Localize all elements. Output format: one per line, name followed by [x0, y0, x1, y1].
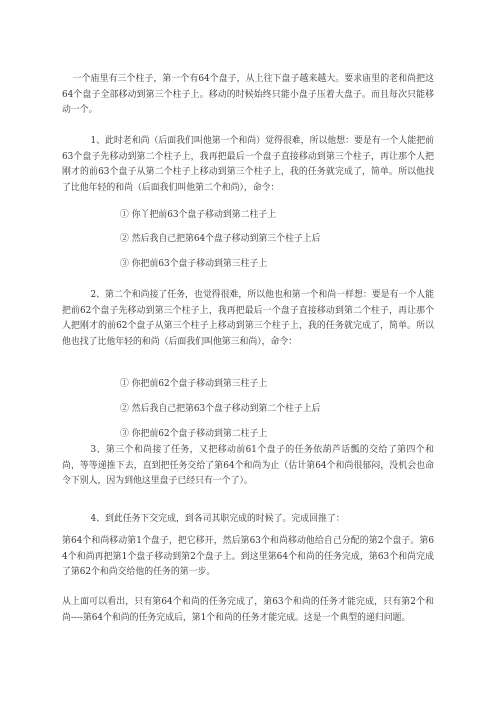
recursion-paragraph: 第64个和尚移动第1个盘子，把它移开，然后第63个和尚移动他给自己分配的第2个盘子。第64个和尚再把第1个盘子移动到第2个盘子上。到这里第64个和尚的任务完成，第63个和尚完成了第62个和尚交给他的任务的第一步。 [62, 536, 434, 577]
list1-item-2: ② 然后我自己把第64个盘子移动到第三个柱子上后 [120, 234, 321, 244]
intro-paragraph: 一个庙里有三个柱子，第一个有64个盘子，从上往下盘子越来越大。要求庙里的老和尚把这64个盘子全部移动到第三个柱子上。移动的时候始终只能小盘子压着大盘子。而且每次只能移动一个。 [62, 74, 434, 115]
step-3-paragraph: 3、第三个和尚接了任务，又把移动前61个盘子的任务依葫芦话瓢的交给了第四个和尚，等等递推下去，直到把任务交给了第64个和尚为止（估计第64个和尚很郁闷，没机会也命令下别人，因为到他这里盘子已经只有一个了）。 [62, 445, 434, 486]
conclusion-paragraph: 从上面可以看出，只有第64个和尚的任务完成了，第63个和尚的任务才能完成，只有第2个和尚----第64个和尚的任务完成后，第1个和尚的任务才能完成。这是一个典型的递归问题。 [62, 597, 434, 623]
step-2-paragraph: 2、第二个和尚接了任务，也觉得很难，所以他也和第一个和尚一样想：要是有一个人能把前62个盘子先移动到第三个柱子上，我再把最后一个盘子直接移动到第二个柱子，再让那个人把刚才的前62个盘子从第三个柱子上移动到第三个柱子上，我的任务就完成了，简单。所以他也找了比他年轻的和尚（后面我们叫他第三和尚），命令： [62, 290, 434, 347]
step-1-paragraph: 1、此时老和尚（后面我们叫他第一个和尚）觉得很难，所以他想：要是有一个人能把前63个盘子先移动到第二个柱子上，我再把最后一个盘子直接移动到第三个柱子，再让那个人把刚才的前63个盘子从第二个柱子上移动到第三个柱子上，我的任务就完成了，简单。所以他找了比他年轻的和尚（后面我们叫他第二个和尚），命令： [62, 136, 434, 193]
list1-item-1: ① 你丫把前63个盘子移动到第二柱子上 [120, 210, 277, 220]
list2-item-3: ③ 你把前62个盘子移动到第二柱子上 [120, 429, 268, 439]
list2-item-1: ① 你把前62个盘子移动到第三柱子上 [120, 379, 268, 389]
list2-item-2: ② 然后我自己把第63个盘子移动到第二个柱子上后 [120, 404, 321, 414]
step-4-paragraph: 4、到此任务下交完成，到各司其职完成的时候了。完成回推了： [90, 514, 345, 524]
list1-item-3: ③ 你把前63个盘子移动到第三柱子上 [120, 259, 268, 269]
